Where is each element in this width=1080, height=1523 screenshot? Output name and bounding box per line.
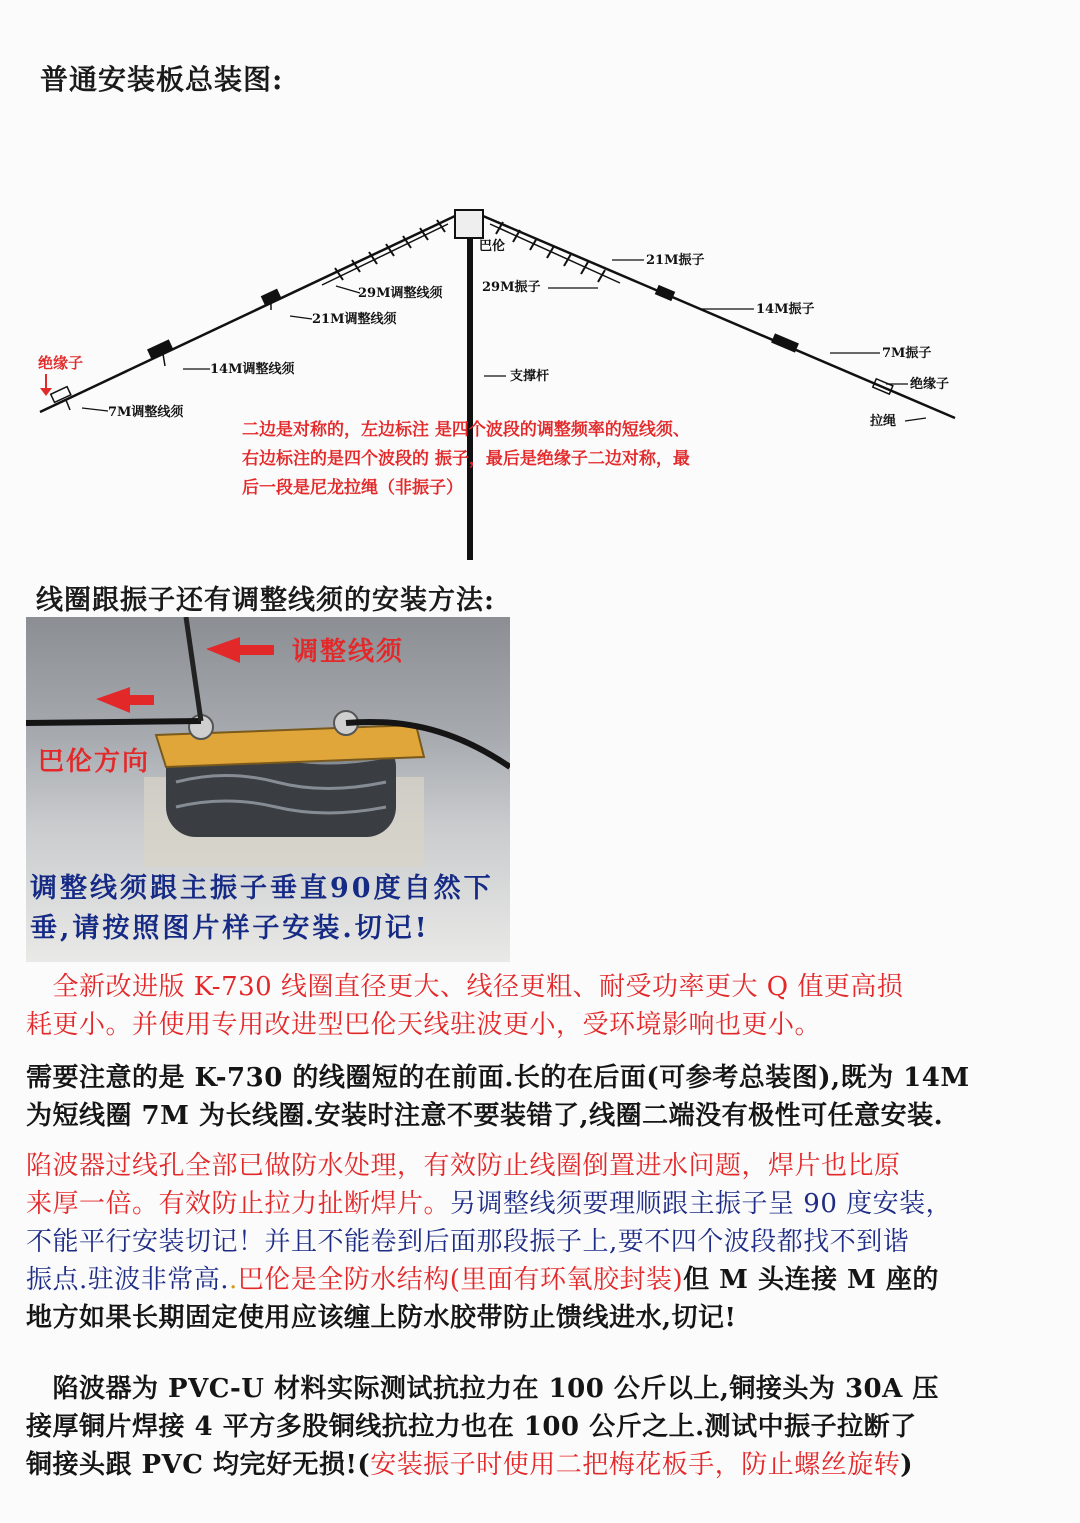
diagram-note-line-3: 后一段是尼龙拉绳（非振子） [242, 478, 463, 498]
p4-line-2: 接厚铜片焊接 4 平方多股铜线抗拉力也在 100 公斤之上.测试中振子拉断了 [26, 1412, 917, 1442]
arrow-whisker [206, 637, 274, 663]
p2-line-2: 为短线圈 7M 为长线圈.安装时注意不要装错了,线圈二端没有极性可任意安装. [26, 1101, 944, 1131]
p3-line-4-red: 巴伦是全防水结构(里面有环氧胶封装) [237, 1265, 684, 1295]
label-right-7m: 7M振子 [882, 346, 932, 361]
section-title-installation: 线圈跟振子还有调整线须的安装方法: [36, 585, 495, 616]
p3-line-2-blue: 另调整线须要理顺跟主振子呈 90 度安装， [450, 1189, 953, 1219]
balun-box [455, 210, 483, 238]
photo-caption-line-1: 调整线须跟主振子垂直90度自然下 [30, 873, 494, 904]
diagram-note-line-1: 二边是对称的，左边标注 是四个波段的调整频率的短线须、 [242, 420, 690, 440]
diagram-note-line-2: 右边标注的是四个波段的 振子，最后是绝缘子二边对称，最 [242, 449, 690, 469]
label-right-14m: 14M振子 [756, 302, 815, 317]
p3-line-4-black: 但 M 头连接 M 座的 [683, 1265, 939, 1295]
wire-left [26, 721, 201, 723]
arrow-balun [96, 687, 154, 713]
label-left-14m: 14M调整线须 [210, 362, 295, 377]
right-ladder [496, 222, 605, 282]
p1-line-1: 全新改进版 K-730 线圈直径更大、线径更粗、耐受功率更大 Q 值更高损 [26, 972, 904, 1002]
p3-line-4-blue: 振点.驻波非常高. [26, 1265, 230, 1295]
p4-line-3-end: ) [900, 1450, 914, 1480]
right-trap-21m [655, 285, 675, 301]
p3-line-2-red: 来厚一倍。有效防止拉力扯断焊片。 [26, 1189, 451, 1219]
balun-label: 巴伦 [479, 239, 506, 254]
whisker-wire [186, 617, 201, 721]
label-rope: 拉绳 [870, 414, 897, 429]
p4-line-1: 陷波器为 PVC-U 材料实际测试抗拉力在 100 公斤以上,铜接头为 30A 压 [26, 1374, 939, 1404]
paragraph-coil-order [26, 1059, 1056, 1135]
p4-line-3-red: 安装振子时使用二把梅花板手，防止螺丝旋转 [370, 1450, 901, 1480]
p2-line-1: 需要注意的是 K-730 的线圈短的在前面.长的在后面(可参考总装图),既为 14M [26, 1063, 970, 1093]
label-left-29m: 29M调整线须 [358, 286, 443, 301]
installation-photo [26, 617, 510, 962]
label-left-7m: 7M调整线须 [108, 405, 184, 420]
label-right-21m: 21M振子 [646, 253, 705, 268]
antenna-diagram [0, 190, 1080, 570]
right-29m-wire [490, 224, 620, 283]
right-trap-14m [771, 333, 799, 352]
label-mast: 支撑杆 [510, 369, 550, 384]
p3-line-3: 不能平行安装切记！并且不能卷到后面那段振子上,要不四个波段都找不到谐 [26, 1227, 910, 1257]
diagram-note [242, 416, 802, 503]
p4-line-3: 铜接头跟 PVC 均完好无损!( [26, 1450, 371, 1480]
p3-line-1: 陷波器过线孔全部已做防水处理，有效防止线圈倒置进水问题，焊片也比原 [26, 1151, 901, 1181]
label-right-29m: 29M振子 [482, 280, 541, 295]
photo-caption-line-2: 垂,请按照图片样子安装.切记! [30, 913, 430, 944]
label-right-insulator: 绝缘子 [910, 377, 950, 392]
paragraph-pvc-test [26, 1370, 1056, 1484]
label-whisker: 调整线须 [292, 637, 405, 667]
label-left-21m: 21M调整线须 [312, 312, 397, 327]
section-title-assembly: 普通安装板总装图: [40, 63, 284, 96]
p1-line-2: 耗更小。并使用专用改进型巴伦天线驻波更小，受环境影响也更小。 [26, 1010, 822, 1040]
label-insulator: 绝缘子 [38, 354, 84, 372]
paragraph-improvements [26, 968, 1056, 1044]
p3-line-5: 地方如果长期固定使用应该缠上防水胶带防止馈线进水,切记! [26, 1303, 737, 1333]
label-balun-direction: 巴伦方向 [38, 747, 151, 777]
p3-line-4-dot: . [229, 1265, 238, 1295]
paragraph-waterproof [26, 1147, 1056, 1337]
